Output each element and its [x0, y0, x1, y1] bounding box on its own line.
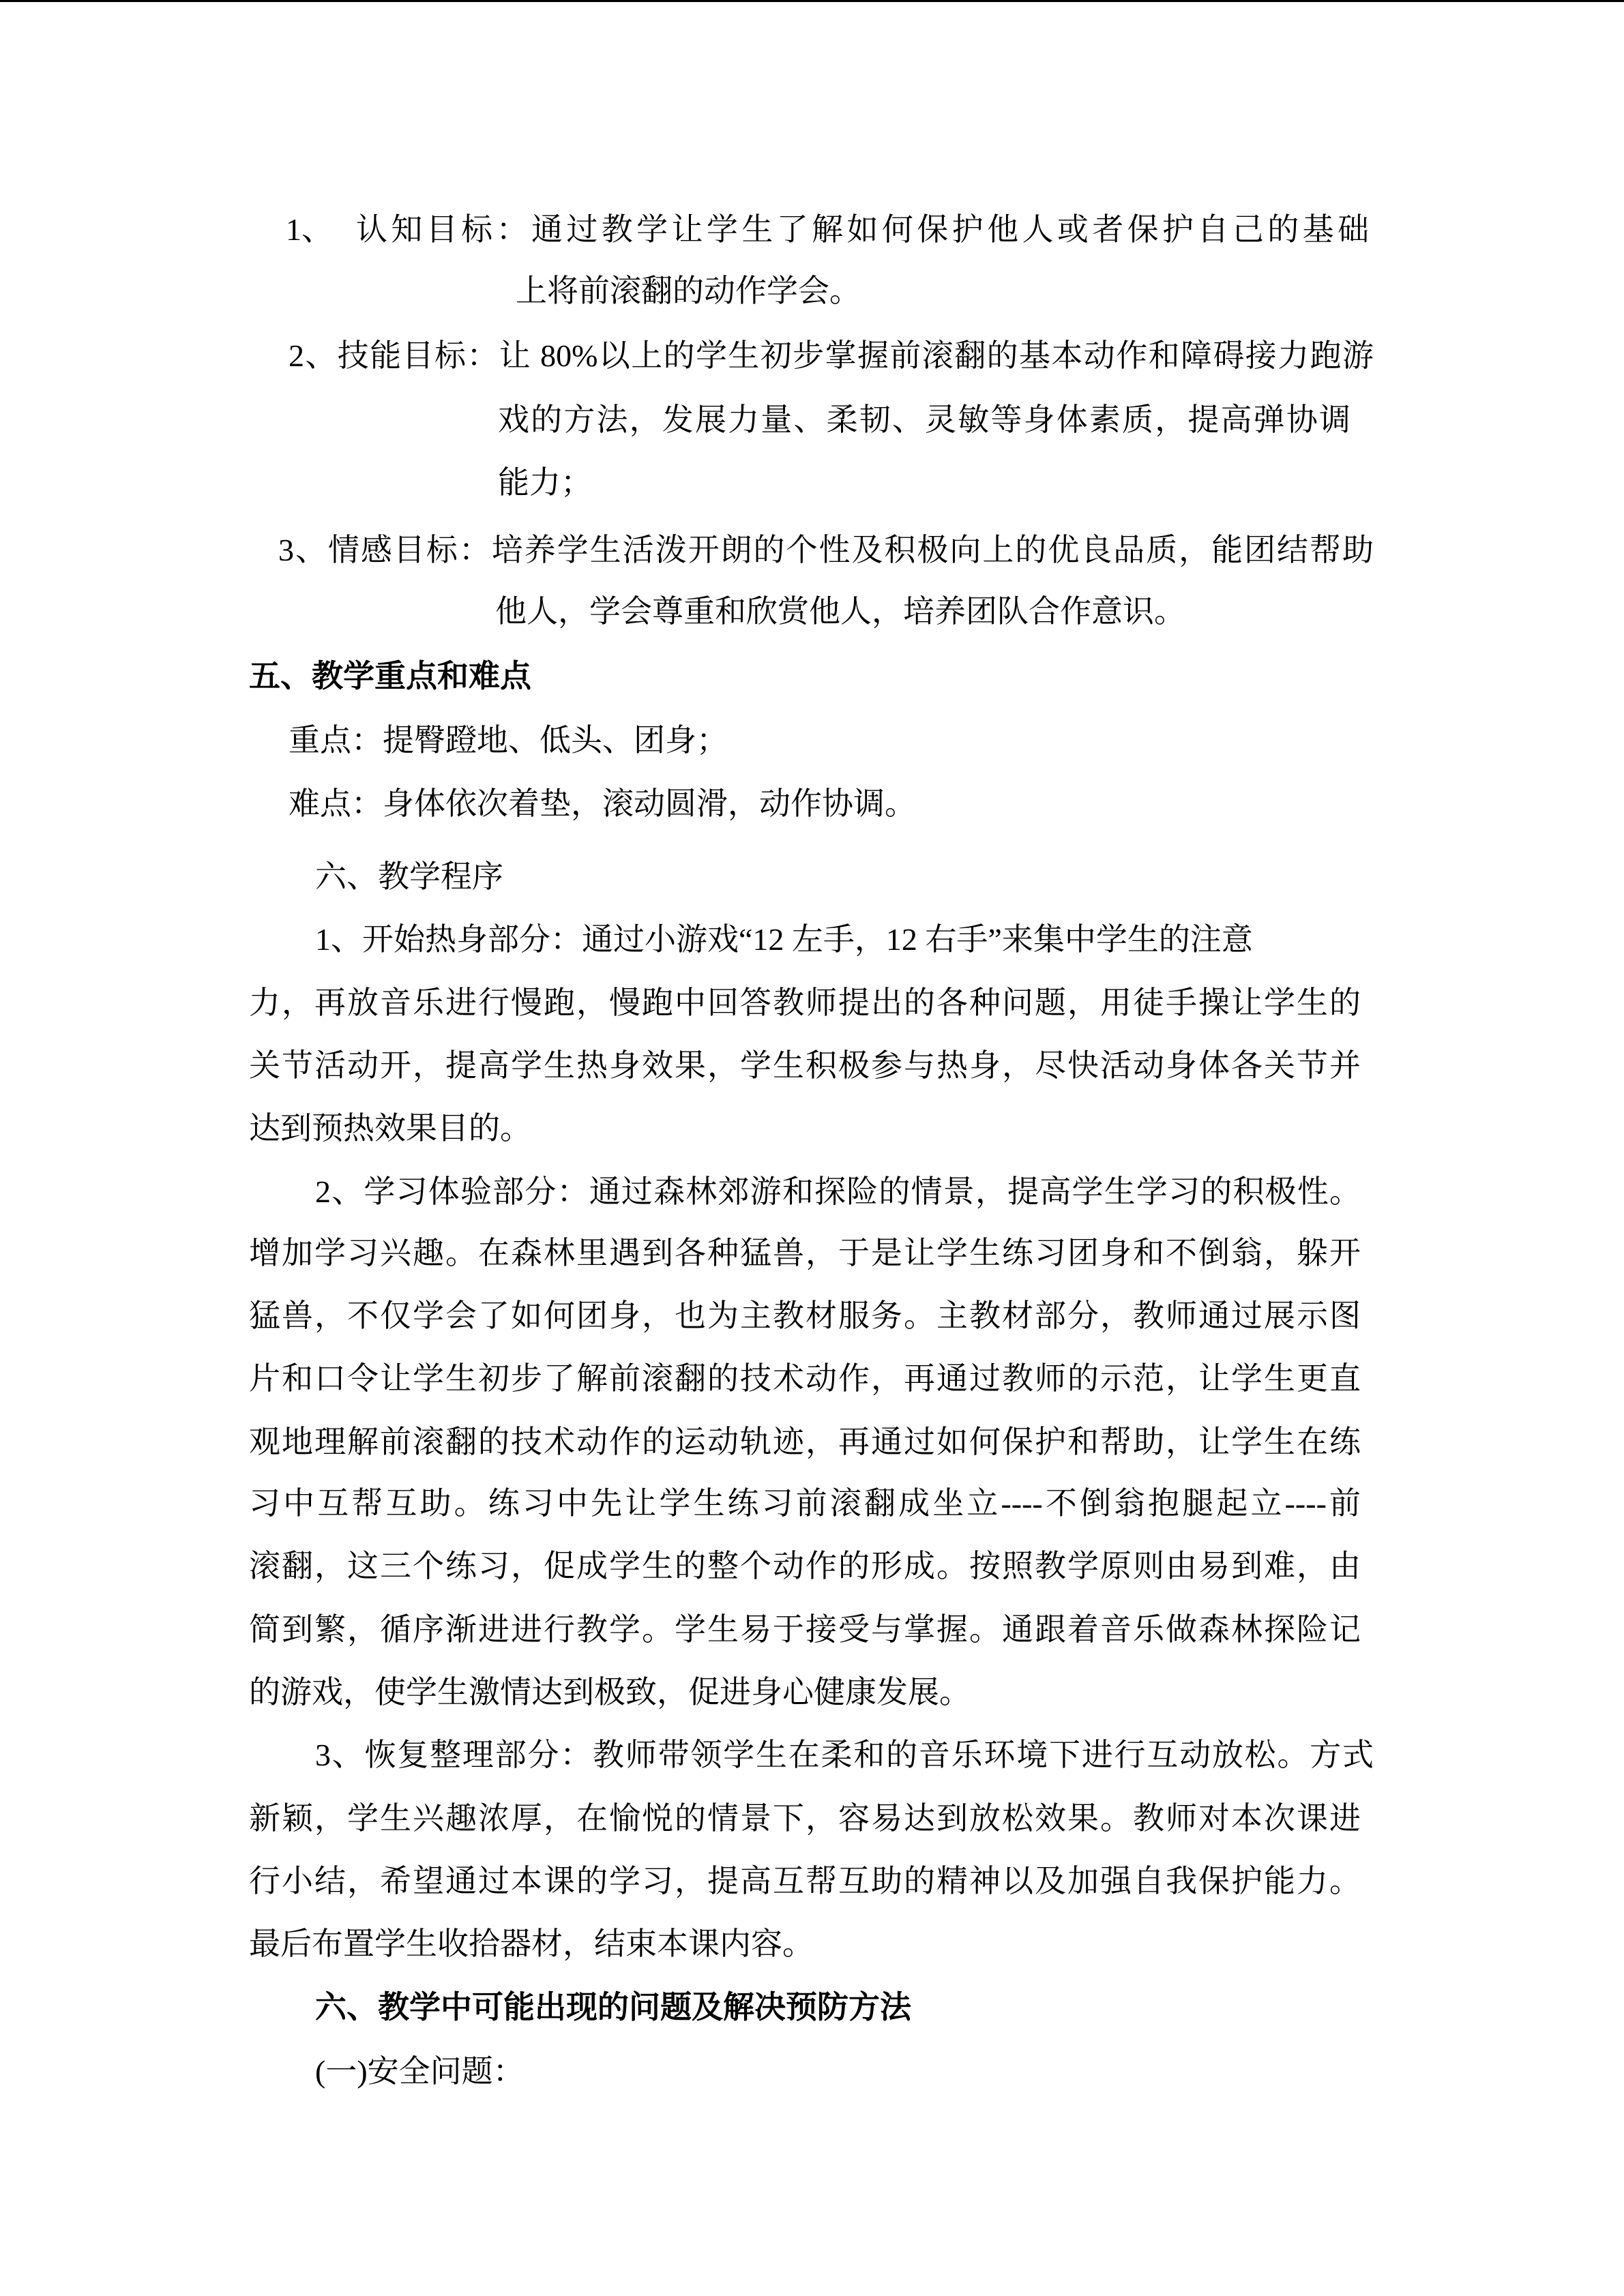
- difficulty-text: 难点：身体依次着垫，滚动圆滑，动作协调。: [289, 786, 916, 821]
- objective-3-line-2: 他人，学会尊重和欣赏他人，培养团队合作意识。: [495, 594, 1185, 629]
- para-1-line-4: 达到预热效果目的。: [249, 1111, 531, 1146]
- para-2-line-8: 简到繁，循序渐进进行教学。学生易于接受与掌握。通跟着音乐做森林探险记: [249, 1612, 1361, 1647]
- objective-1-line-2: 上将前滚翻的动作学会。: [516, 273, 861, 308]
- para-1-line-3: 关节活动开，提高学生热身效果，学生积极参与热身，尽快活动身体各关节并: [249, 1048, 1361, 1083]
- objective-3-line-1: 3、情感目标：培养学生活泼开朗的个性及积极向上的优良品质，能团结帮助: [278, 533, 1374, 567]
- para-1-line-2: 力，再放音乐进行慢跑，慢跑中回答教师提出的各种问题，用徒手操让学生的: [249, 985, 1361, 1020]
- objective-2-line-3: 能力；: [498, 465, 592, 500]
- objective-1-label: 1、: [286, 212, 333, 247]
- objective-2-line-2: 戏的方法，发展力量、柔韧、灵敏等身体素质，提高弹协调: [498, 402, 1350, 437]
- para-2-line-4: 片和口令让学生初步了解前滚翻的技术动作，再通过教师的示范，让学生更直: [249, 1361, 1361, 1396]
- objective-1-line-1: 认知目标：通过教学让学生了解如何保护他人或者保护自己的基础: [356, 212, 1369, 247]
- safety-issues-subheading: (一)安全问题：: [315, 2054, 525, 2089]
- para-2-line-5: 观地理解前滚翻的技术动作的运动轨迹，再通过如何保护和帮助，让学生在练: [249, 1425, 1361, 1459]
- section-6-heading: 六、教学程序: [315, 859, 503, 894]
- para-2-line-3: 猛兽，不仅学会了如何团身，也为主教材服务。主教材部分，教师通过展示图: [249, 1298, 1361, 1333]
- para-1-line-1: 1、开始热身部分：通过小游戏“12 左手，12 右手”来集中学生的注意: [315, 922, 1253, 957]
- key-point-text: 重点：提臀蹬地、低头、团身；: [289, 723, 728, 758]
- page-top-border: [0, 0, 1624, 2]
- para-3-line-1: 3、恢复整理部分：教师带领学生在柔和的音乐环境下进行互动放松。方式: [315, 1738, 1374, 1772]
- section-5-heading: 五、教学重点和难点: [249, 659, 531, 694]
- section-6b-heading: 六、教学中可能出现的问题及解决预防方法: [315, 1990, 911, 2025]
- para-2-line-2: 增加学习兴趣。在森林里遇到各种猛兽，于是让学生练习团身和不倒翁，躲开: [249, 1236, 1361, 1270]
- para-3-line-3: 行小结，希望通过本课的学习，提高互帮互助的精神以及加强自我保护能力。: [249, 1864, 1361, 1898]
- objective-2-line-1: 2、技能目标：让 80%以上的学生初步掌握前滚翻的基本动作和障碍接力跑游: [289, 338, 1374, 373]
- para-2-line-9: 的游戏，使学生激情达到极致，促进身心健康发展。: [249, 1675, 971, 1710]
- para-2-line-6: 习中互帮互助。练习中先让学生练习前滚翻成坐立----不倒翁抱腿起立----前: [249, 1486, 1361, 1521]
- para-2-line-7: 滚翻，这三个练习，促成学生的整个动作的形成。按照教学原则由易到难，由: [249, 1549, 1361, 1583]
- para-3-line-4: 最后布置学生收拾器材，结束本课内容。: [249, 1926, 814, 1961]
- para-2-line-1: 2、学习体验部分：通过森林郊游和探险的情景，提高学生学习的积极性。: [315, 1174, 1361, 1209]
- para-3-line-2: 新颖，学生兴趣浓厚，在愉悦的情景下，容易达到放松效果。教师对本次课进: [249, 1801, 1361, 1836]
